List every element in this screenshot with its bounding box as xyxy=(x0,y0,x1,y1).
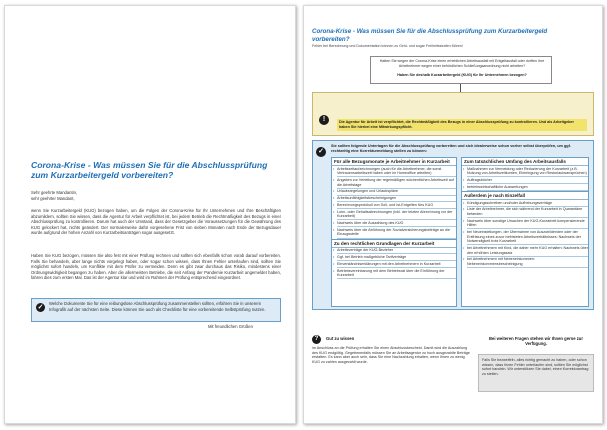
list-item: • betriebswirtschaftliche Auswertungen xyxy=(467,184,588,191)
infographic-title: Corona-Krise - Was müssen Sie für die Abschlussprüfung zum Kurzarbeitergeld vorbereiten? xyxy=(312,28,548,43)
left-page xyxy=(4,5,296,424)
list-item: • bei Arbeitnehmern mit Kind, die daher mehr KUG erhalten: Nachweis über den erhöhten Leistungssatz xyxy=(467,245,588,256)
list-item: • Arbeitszeitaufzeichnungen (auch für die Arbeitnehmer, die sonst Vertrauensarbeitszeit haben oder im Homeoffice arbeiten) xyxy=(337,166,456,177)
checklist-intro: Sie sollten folgende Unterlagen für die Abschlussprüfung vorbereiten und sich idealerweise schon vorher selbst überprüfen, um ggf. rechtzeitig eine Korrekturmeldung stellen zu können: xyxy=(331,144,571,153)
good-to-know-text: im Anschluss an die Prüfung erhalten Sie einen Abschlussbescheid. Damit wird die Auszahlung des KUG endgültig. Gegebenenfalls müssen Sie an Arbeitsagentur zu hoch ausgezahlte Beträge erstatten. Es kann aber auch sein, dass Sie eine Nachzahlung erhalten, wenn Ihnen zu wenig KUG zu zahlen ausgezahlt wurde. xyxy=(312,346,470,364)
greeting-line-1: Sehr geehrte Mandantin, xyxy=(31,190,78,195)
closing-text: Mit freundlichen Grüßen xyxy=(208,324,253,329)
alert-box xyxy=(312,92,594,136)
intro-box xyxy=(370,56,552,84)
list-item: • Nachweis über die Auszahlung des KUG xyxy=(337,220,456,227)
contact-section xyxy=(478,334,594,394)
right-page xyxy=(303,5,603,424)
column-left-subheading: Zu den rechtlichen Grundlagen der Kurzarbeit xyxy=(332,239,456,248)
contact-heading: Bei weiteren Fragen stehen wir Ihnen gerne zur Verfügung. xyxy=(488,336,583,347)
body-paragraph-1: wenn Sie Kurzarbeitergeld (KUG) bezogen haben, um die Folgen der Corona-Krise für Ihr Unternehmen und Ihre Beschäftigten abzumildern, sollten Sie wissen, dass die Agentur für Arbeit verpflichtet ist, bei jedem Betrieb die Rechtmäßigkeit des Bezugs in einer Abschlussprüfung zu kontrollieren. Darum hat auch der Umstand, dass der Gesetzgeber die Voraussetzungen für die Gewährung des KUG gelockert hat, nichts geändert. Der normalerweise dafür vorgesehene Frist von sieben Monaten nach Ende der Bezugsdauer wurde aufgrund der hohen Anzahl von Kurzarbeitsanträgen sogar ausgesetzt. xyxy=(31,208,281,236)
column-left-list xyxy=(332,166,456,239)
list-item: • Kündigungsschreiben und/oder Aufhebungsverträge xyxy=(467,200,588,207)
exclamation-icon: ! xyxy=(319,115,329,125)
list-item: • Berechnungsprotokoll von Soll- und Ist-Entgelten fürs KUG xyxy=(337,202,456,209)
good-to-know-heading: Gut zu wissen xyxy=(326,336,355,341)
column-right-list-2 xyxy=(462,200,588,268)
list-item: • Betriebsvereinbarung mit dem Betriebsrat über die Einführung der Kurzarbeit xyxy=(337,268,456,279)
list-item: • bei Neueinstellungen, der Übernahme von Auszubildenden oder der Entfristung eines zuvor befristeten Arbeitsverhältnisses: Nachweis der Notwendigkeit trotz Kurzarbeit xyxy=(467,229,588,245)
callout-text: Welche Dokumente Sie für eine reibungslose Abschlussprüfung zusammenstellen sollten, erfahren Sie in unserem Infografik auf der nächsten Seite. Diese können Sie auch als Checkliste für eine vorbereitende Selbstprüfung nutzen. xyxy=(49,301,266,312)
list-item: • Nachweis über sonstige Ursachen der KUG-Kurzarbeit kompensierende Hilfen xyxy=(467,218,588,229)
list-item: • Maßnahmen zur Vermeidung oder Reduzierung der Kurzarbeit (z.B. Nutzung von Arbeitszeitkonten, Einbringung von Resturlaubsansprüchen) xyxy=(467,166,588,177)
column-right-subheading: Außerdem je nach Einzelfall xyxy=(462,191,588,200)
left-page-title: Corona-Krise - Was müssen Sie für die Abschlussprüfung zum Kurzarbeitergeld vorbereiten? xyxy=(31,160,268,181)
checkmark-icon: ✓ xyxy=(37,304,44,311)
list-item: • Arbeitsunfähigkeitsbescheinigungen xyxy=(337,196,456,203)
callout-box xyxy=(31,298,281,322)
column-right-heading: Zum tatsächlichen Umfang des Arbeitsausfalls xyxy=(462,158,588,166)
list-item: • Nachweis über die Abführung der Sozialversicherungsbeiträge an die Einzugsstelle xyxy=(337,227,456,238)
column-left xyxy=(331,157,457,307)
list-item: • Arbeitsverträge der KUG-Bezieher xyxy=(337,248,456,255)
list-item: • Einverständniserklärungen mit den Arbeitnehmern in Kurzarbeit xyxy=(337,261,456,268)
alert-highlight xyxy=(337,119,587,131)
list-item: • Auftragsbücher xyxy=(467,177,588,184)
list-item: • Ggf. bei Betrieb maßgebliche Tarifverträge xyxy=(337,254,456,261)
column-right-list xyxy=(462,166,588,191)
arrow-down-1 xyxy=(460,84,461,92)
column-left-heading: Für alle Bezugsmonate je Arbeitnehmer in Kurzarbeit xyxy=(332,158,456,166)
contact-note-box xyxy=(478,354,594,392)
checkmark-icon: ✓ xyxy=(316,147,326,157)
column-right xyxy=(461,157,589,307)
alert-text: Die Agentur für Arbeit ist verpflichtet, die Rechtmäßigkeit des Bezugs in einer Abschlussprüfung zu kontrollieren. Und als Arbeitgeber haben Sie hierbei eine Mitwirkungspflicht. xyxy=(339,120,574,129)
list-item: • Liste der Arbeitnehmer, die sich während der Kurzarbeit in Quarantäne befanden xyxy=(467,207,588,218)
info-icon: ? xyxy=(312,335,321,344)
good-to-know-box xyxy=(312,334,472,390)
checklist-panel xyxy=(312,140,594,310)
infographic-subtitle: Fehler bei Berechnung und Dokumentation können zu Geld- und sogar Freiheitsstrafen führen! xyxy=(312,44,463,48)
list-item: • bei Arbeitnehmern mit Nebeneinkommen: Nebeneinkommensbescheinigung xyxy=(467,257,588,268)
list-item: • Lohn- oder Gehaltsabrechnungen (inkl. der letzten Abrechnung vor der Kurzarbeit) xyxy=(337,209,456,220)
contact-text: Falls Sie bezweifeln, alles richtig gemacht zu haben, oder schon wissen, dass Ihnen Fehler unterlaufen sind, sollten Sie möglichst sofort handeln. Wir unterstützen Sie dabei, einen Korrekturantrag zu stellen. xyxy=(482,358,589,376)
intro-text: Hatten Sie wegen der Corona-Krise einen erheblichen Arbeitsausfall mit Entgeltausfall oder durften Ihre Arbeitnehmer wegen einer behördlichen Schließungsanordnung nicht arbeiten? xyxy=(379,59,545,68)
intro-question: Haben Sie deshalb Kurzarbeitergeld (KUG) für Ihr Unternehmen bezogen? xyxy=(397,73,527,77)
list-item: • Urlaubsregelungen und Urlaubspläne xyxy=(337,189,456,196)
column-left-list-2 xyxy=(332,248,456,280)
body-paragraph-2: Haben Sie KUG bezogen, müssen Sie also fest mit einer Prüfung rechnen und sollten sich ebenfalls schon vorab darauf vorbereiten. Falls Sie behandeln, aber lange nichts vorgelegt haben, oder sogar schon wissen, dass Ihnen Fehler unterlaufen sind, sollten Sie möglichst sofort handeln, um Konflikte mit dem Prüfer zu vermeiden. Denn es gibt zwar durchaus das Risiko, mindestens einer Ordnungswidrigkeit begangen zu haben. Aber die allermeisten Betriebe, die seit Anfang der Pandemie Kurzarbeit angemeldet haben, fahren dies zum ersten Mal. Das ist der Agentur klar und wird im Rahmen der Prüfung entsprechend eingeordnet. xyxy=(31,253,281,281)
greeting-line-2: sehr geehrter Mandant, xyxy=(31,196,75,201)
list-item: • Angaben zur Verteilung der regelmäßigen wöchentlichen Arbeitszeit auf die Arbeitstage xyxy=(337,177,456,188)
